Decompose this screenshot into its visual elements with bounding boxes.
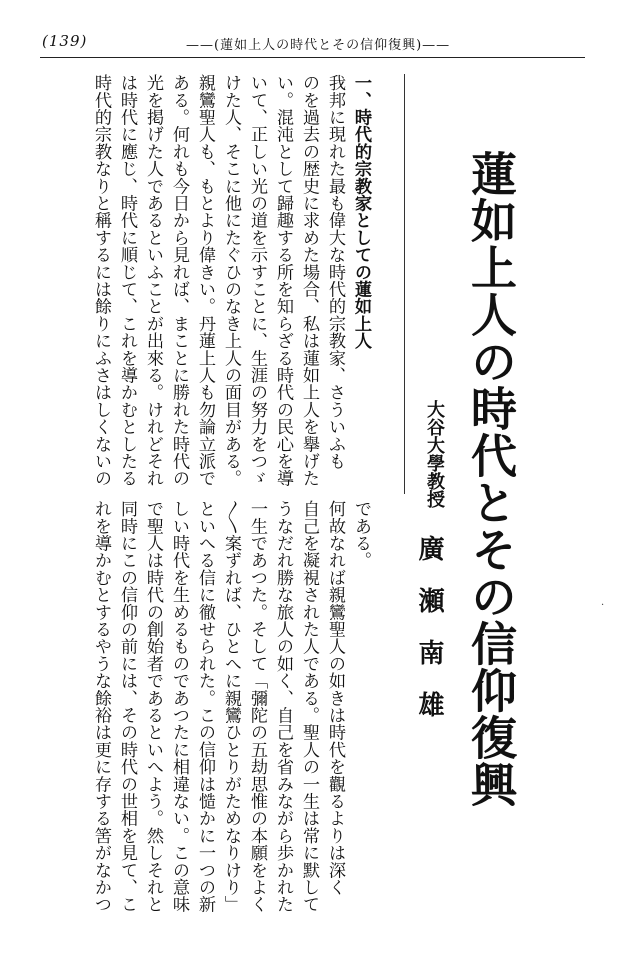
text-column: けた人、そこに他にたぐひのなき上人の面目がある。 xyxy=(221,74,241,487)
text-column: のを過去の歴史に求めた場合、私は蓮如上人を擧げた xyxy=(299,74,319,487)
text-column: しい時代を生めるものであつたに相違ない。この意味 xyxy=(169,500,189,913)
header-rule xyxy=(40,57,585,58)
text-column: い。混沌として歸趣する所を知らざる時代の民心を導 xyxy=(273,74,293,487)
author-name: 廣瀬南雄 xyxy=(414,535,444,743)
text-column: 何故なれば親鸞聖人の如きは時代を觀るよりは深く xyxy=(325,500,345,896)
scan-speck: · xyxy=(601,600,605,611)
text-column: うなだれ勝な旅人の如く、自己を省みながら歩かれた xyxy=(273,500,293,913)
article-title: 蓮如上人の時代とその信仰復興 xyxy=(464,150,518,808)
text-column: 我邦に現れた最も偉大な時代的宗教家、さういふも xyxy=(325,74,345,470)
text-column: ある。何れも今日から見れば、まことに勝れた時代の xyxy=(169,74,189,487)
text-column: 親鸞聖人も、もとより偉きい。丹蓮上人も勿論立派で xyxy=(195,74,215,487)
title-divider xyxy=(404,74,405,494)
text-column: は時代に應じ、時代に順じて、これを導かむとしたる xyxy=(117,74,137,487)
body-text-upper xyxy=(48,74,392,494)
text-column: れを導かむとするやうな餘裕は更に存する筈がなかつ xyxy=(91,500,111,913)
text-column: 〳〵案ずれば、ひとへに親鸞ひとりがためなりけり」 xyxy=(221,500,241,913)
page-number: (139) xyxy=(42,32,88,50)
text-column: である。 xyxy=(351,500,371,569)
text-column: 同時にこの信仰の前には、その時代の世相を見て、こ xyxy=(117,500,137,913)
author-affiliation: 大谷大學教授 xyxy=(424,400,445,508)
running-title: ——(蓮如上人の時代とその信仰復興)—— xyxy=(186,38,451,53)
body-text-lower xyxy=(48,500,392,940)
text-column: 光を掲げた人であるといふことが出來る。けれどそれ xyxy=(143,74,163,487)
text-column: 一生であつた。そして「彌陀の五劫思惟の本願をよく xyxy=(247,500,267,913)
text-column: 自己を凝視された人である。聖人の一生は常に默して xyxy=(299,500,319,913)
text-column: で聖人は時代の創始者であるといへよう。然しそれと xyxy=(143,500,163,913)
text-column: いて、正しい光の道を示すことに、生涯の努力をつゞ xyxy=(247,74,267,487)
section-heading: 一、時代的宗教家としての蓮如上人 xyxy=(351,74,371,350)
text-column: 時代的宗教なりと稱するには餘りにふさはしくないの xyxy=(91,74,111,487)
text-column: といへる信に徹せられた。この信仰は慥かに一つの新 xyxy=(195,500,215,913)
